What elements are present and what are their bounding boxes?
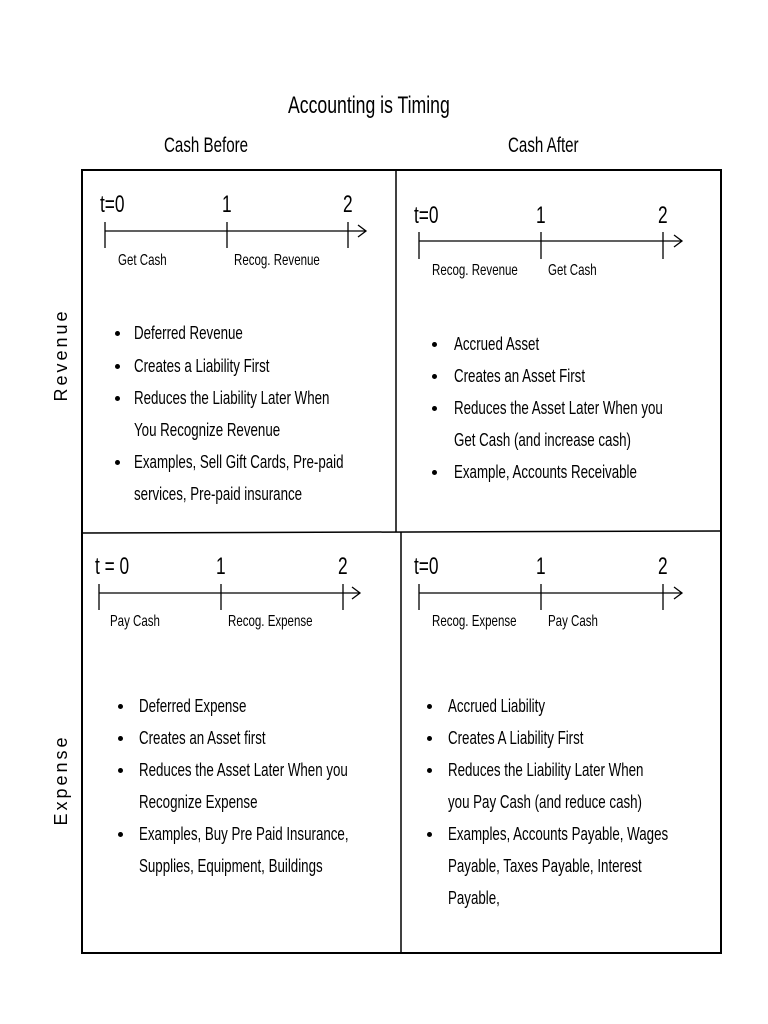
timeline-expense-cash-after xyxy=(419,584,682,610)
timeline-point-label: t = 0 xyxy=(95,553,130,580)
timeline-event-label: Get Cash xyxy=(548,262,597,279)
timeline-point-label: 2 xyxy=(658,553,668,580)
timeline-point-label: 1 xyxy=(222,191,232,218)
bullet-icon xyxy=(432,470,437,475)
bullet-text: Reduces the Liability Later When xyxy=(448,759,644,780)
bullet-text: You Recognize Revenue xyxy=(134,419,281,440)
column-header-cash-before: Cash Before xyxy=(164,134,249,157)
row-header-expense: Expense xyxy=(51,734,71,826)
timeline-expense-cash-before xyxy=(99,584,360,610)
timeline-point-label: 1 xyxy=(536,553,546,580)
page-title: Accounting is Timing xyxy=(288,92,450,119)
bullet-text: Deferred Revenue xyxy=(134,322,243,343)
bullet-icon xyxy=(118,704,123,709)
bullet-text: services, Pre-paid insurance xyxy=(134,483,303,504)
timeline-revenue-cash-after xyxy=(419,232,682,259)
bullet-icon xyxy=(115,364,120,369)
bullet-text: Accrued Asset xyxy=(454,333,540,354)
bullet-text: Recognize Expense xyxy=(139,791,258,812)
timeline-revenue-cash-before xyxy=(105,222,366,248)
timeline-point-label: 2 xyxy=(343,191,353,218)
column-header-cash-after: Cash After xyxy=(508,134,579,157)
bullet-text: Examples, Sell Gift Cards, Pre-paid xyxy=(134,451,344,472)
row-divider xyxy=(82,531,721,533)
bullet-icon xyxy=(118,832,123,837)
timeline-point-label: 2 xyxy=(658,202,668,229)
bullet-text: Reduces the Liability Later When xyxy=(134,387,330,408)
bullet-text: Creates A Liability First xyxy=(448,727,584,748)
bullet-text: Creates an Asset first xyxy=(139,727,266,748)
bullet-icon xyxy=(427,832,432,837)
bullet-icon xyxy=(432,374,437,379)
bullet-icon xyxy=(427,736,432,741)
timeline-point-label: 2 xyxy=(338,553,348,580)
bullet-text: Example, Accounts Receivable xyxy=(454,461,637,482)
bullet-text: Get Cash (and increase cash) xyxy=(454,429,631,450)
bullet-icon xyxy=(432,342,437,347)
bullet-icon xyxy=(118,736,123,741)
timeline-point-label: t=0 xyxy=(414,202,439,229)
bullet-text: Examples, Buy Pre Paid Insurance, xyxy=(139,823,349,844)
timeline-event-label: Recog. Expense xyxy=(228,613,313,630)
bullet-icon xyxy=(427,704,432,709)
timeline-point-label: 1 xyxy=(536,202,546,229)
bullet-text: you Pay Cash (and reduce cash) xyxy=(448,791,642,812)
bullet-icon xyxy=(115,331,120,336)
bullet-text: Payable, Taxes Payable, Interest xyxy=(448,855,642,876)
timeline-event-label: Recog. Revenue xyxy=(432,262,518,279)
timeline-event-label: Pay Cash xyxy=(548,613,598,630)
timeline-event-label: Recog. Revenue xyxy=(234,252,320,269)
bullet-text: Supplies, Equipment, Buildings xyxy=(139,855,323,876)
bullet-icon xyxy=(427,768,432,773)
bullet-text: Creates an Asset First xyxy=(454,365,586,386)
bullet-text: Creates a Liability First xyxy=(134,355,270,376)
bullet-icon xyxy=(432,406,437,411)
bullet-icon xyxy=(118,768,123,773)
timeline-point-label: t=0 xyxy=(414,553,439,580)
timeline-event-label: Recog. Expense xyxy=(432,613,517,630)
bullet-text: Accrued Liability xyxy=(448,695,545,716)
bullet-text: Deferred Expense xyxy=(139,695,247,716)
timeline-point-label: t=0 xyxy=(100,191,125,218)
bullet-text: Reduces the Asset Later When you xyxy=(454,397,663,418)
timeline-event-label: Get Cash xyxy=(118,252,167,269)
bullet-icon xyxy=(115,396,120,401)
bullet-text: Payable, xyxy=(448,887,500,908)
timeline-point-label: 1 xyxy=(216,553,226,580)
bullet-text: Examples, Accounts Payable, Wages xyxy=(448,823,669,844)
row-header-revenue: Revenue xyxy=(51,308,71,402)
bullet-icon xyxy=(115,460,120,465)
bullet-text: Reduces the Asset Later When you xyxy=(139,759,348,780)
timeline-event-label: Pay Cash xyxy=(110,613,160,630)
